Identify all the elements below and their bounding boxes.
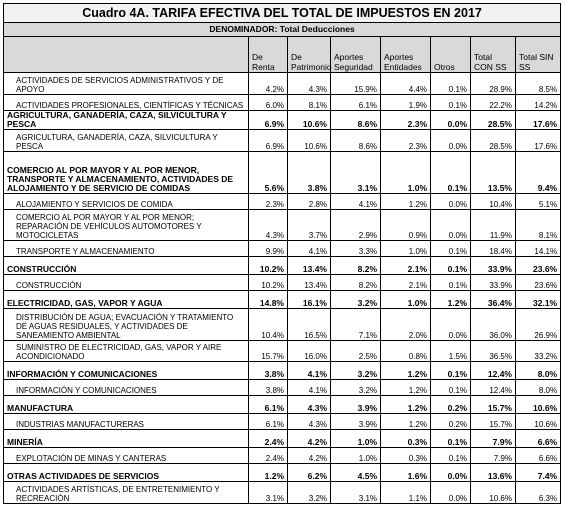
row-label: MANUFACTURA	[4, 396, 249, 414]
table-cell: 3.7%	[288, 210, 331, 241]
table-cell: 0.0%	[431, 111, 471, 130]
table-cell: 1.2%	[381, 414, 431, 430]
row-label: EXPLOTACIÓN DE MINAS Y CANTERAS	[4, 448, 249, 464]
table-cell: 10.6%	[471, 482, 516, 504]
table-cell: 2.1%	[381, 257, 431, 275]
table-cell: 6.9%	[249, 111, 288, 130]
table-cell: 0.1%	[431, 430, 471, 448]
table-cell: 28.5%	[471, 130, 516, 152]
table-cell: 7.4%	[516, 464, 561, 482]
table-cell: 0.1%	[431, 241, 471, 257]
sector-row	[4, 396, 561, 414]
table-cell: 11.9%	[471, 210, 516, 241]
table-cell: 3.2%	[331, 362, 381, 380]
table-cell: 10.4%	[471, 194, 516, 210]
table-cell: 3.2%	[331, 291, 381, 309]
table-cell: 8.5%	[516, 73, 561, 95]
sector-row	[4, 291, 561, 309]
row-label: ACTIVIDADES DE SERVICIOS ADMINISTRATIVOS Y DE APOYO	[4, 73, 249, 95]
table-cell: 0.1%	[431, 257, 471, 275]
row-label: OTRAS ACTIVIDADES DE SERVICIOS	[4, 464, 249, 482]
table-row	[4, 210, 561, 241]
table-cell: 10.6%	[516, 414, 561, 430]
table-cell: 1.0%	[331, 430, 381, 448]
table-cell: 2.5%	[331, 341, 381, 362]
table-cell: 4.2%	[288, 448, 331, 464]
table-cell: 17.6%	[516, 111, 561, 130]
table-cell: 1.2%	[431, 291, 471, 309]
table-cell: 4.4%	[381, 73, 431, 95]
table-cell: 0.1%	[431, 380, 471, 396]
table-row	[4, 380, 561, 396]
table-cell: 13.5%	[471, 152, 516, 194]
sector-row	[4, 464, 561, 482]
table-cell: 33.9%	[471, 275, 516, 291]
table-cell: 2.0%	[381, 309, 431, 341]
table-cell: 14.1%	[516, 241, 561, 257]
table-cell: 28.9%	[471, 73, 516, 95]
table-cell: 2.1%	[381, 275, 431, 291]
table-cell: 6.1%	[249, 414, 288, 430]
table-cell: 3.8%	[288, 152, 331, 194]
table-row	[4, 241, 561, 257]
table-row	[4, 414, 561, 430]
row-label: AGRICULTURA, GANADERÍA, CAZA, SILVICULTURA Y PESCA	[4, 111, 249, 130]
table-cell: 10.2%	[249, 257, 288, 275]
table-cell: 12.4%	[471, 380, 516, 396]
sector-row	[4, 362, 561, 380]
table-cell: 9.9%	[249, 241, 288, 257]
table-cell: 15.7%	[471, 414, 516, 430]
table-cell: 6.2%	[288, 464, 331, 482]
table-cell: 0.0%	[431, 210, 471, 241]
table-cell: 8.6%	[331, 130, 381, 152]
table-cell: 28.5%	[471, 111, 516, 130]
table-row	[4, 194, 561, 210]
table-cell: 0.3%	[381, 430, 431, 448]
row-label: INFORMACIÓN Y COMUNICACIONES	[4, 362, 249, 380]
table-row	[4, 482, 561, 504]
table-cell: 3.2%	[331, 380, 381, 396]
table-cell: 4.1%	[288, 362, 331, 380]
table-cell: 1.0%	[381, 291, 431, 309]
table-cell: 6.0%	[249, 95, 288, 111]
header-row	[4, 37, 561, 73]
table-cell: 3.9%	[331, 396, 381, 414]
table-cell: 14.2%	[516, 95, 561, 111]
table-cell: 6.1%	[249, 396, 288, 414]
table-row	[4, 309, 561, 341]
table-cell: 0.0%	[431, 309, 471, 341]
table-cell: 4.1%	[288, 241, 331, 257]
table-cell: 36.4%	[471, 291, 516, 309]
table-cell: 22.2%	[471, 95, 516, 111]
table-cell: 2.4%	[249, 430, 288, 448]
row-label: ALOJAMIENTO Y SERVICIOS DE COMIDA	[4, 194, 249, 210]
row-label: COMERCIO AL POR MAYOR Y AL POR MENOR, TRANSPORTE Y ALMACENAMIENTO, ACTIVIDADES DE ALOJAMIENTO Y DE SERVICIO DE COMIDAS	[4, 152, 249, 194]
table-cell: 23.6%	[516, 275, 561, 291]
table-cell: 3.8%	[249, 380, 288, 396]
table-cell: 10.6%	[516, 396, 561, 414]
sector-row	[4, 152, 561, 194]
table-cell: 4.1%	[331, 194, 381, 210]
table-cell: 6.6%	[516, 448, 561, 464]
table-cell: 3.9%	[331, 414, 381, 430]
denominator-row	[4, 23, 561, 37]
table-cell: 0.1%	[431, 152, 471, 194]
table-cell: 6.3%	[516, 482, 561, 504]
table-cell: 2.9%	[331, 210, 381, 241]
table-cell: 1.2%	[381, 396, 431, 414]
table-cell: 0.1%	[431, 275, 471, 291]
table-cell: 5.1%	[516, 194, 561, 210]
table-cell: 3.1%	[331, 482, 381, 504]
table-cell: 2.3%	[381, 111, 431, 130]
table-cell: 1.6%	[381, 464, 431, 482]
row-label: CONSTRUCCIÓN	[4, 257, 249, 275]
table-row	[4, 95, 561, 111]
table-cell: 9.4%	[516, 152, 561, 194]
table-row	[4, 130, 561, 152]
table-cell: 1.0%	[381, 241, 431, 257]
table-cell: 10.6%	[288, 111, 331, 130]
table-cell: 0.0%	[431, 482, 471, 504]
table-cell: 0.2%	[431, 414, 471, 430]
sector-row	[4, 111, 561, 130]
table-cell: 0.1%	[431, 448, 471, 464]
sector-row	[4, 430, 561, 448]
table-cell: 0.0%	[431, 130, 471, 152]
table-cell: 0.8%	[381, 341, 431, 362]
table-cell: 3.1%	[249, 482, 288, 504]
table-cell: 4.3%	[288, 414, 331, 430]
table-cell: 1.2%	[381, 380, 431, 396]
table-cell: 2.8%	[288, 194, 331, 210]
row-label: COMERCIO AL POR MAYOR Y AL POR MENOR; REPARACIÓN DE VEHÍCULOS AUTOMOTORES Y MOTOCICLETAS	[4, 210, 249, 241]
table-cell: 16.1%	[288, 291, 331, 309]
table-row	[4, 73, 561, 95]
row-label: MINERÍA	[4, 430, 249, 448]
table-cell: 0.1%	[431, 362, 471, 380]
column-header: De Renta	[249, 37, 288, 73]
table-cell: 4.2%	[249, 73, 288, 95]
table-cell: 0.9%	[381, 210, 431, 241]
table-cell: 1.0%	[331, 448, 381, 464]
row-label: ACTIVIDADES PROFESIONALES, CIENTÍFICAS Y TÉCNICAS	[4, 95, 249, 111]
table-cell: 1.2%	[249, 464, 288, 482]
table-cell: 7.9%	[471, 430, 516, 448]
table-cell: 1.0%	[381, 152, 431, 194]
row-label: DISTRIBUCIÓN DE AGUA; EVACUACIÓN Y TRATAMIENTO DE AGUAS RESIDUALES, Y ACTIVIDADES DE SANEAMIENTO AMBIENTAL	[4, 309, 249, 341]
table-cell: 8.2%	[331, 257, 381, 275]
table-cell: 12.4%	[471, 362, 516, 380]
table-cell: 10.2%	[249, 275, 288, 291]
table-row	[4, 448, 561, 464]
table-cell: 1.2%	[381, 194, 431, 210]
table-cell: 13.6%	[471, 464, 516, 482]
table-cell: 2.4%	[249, 448, 288, 464]
tax-rate-table	[3, 3, 561, 504]
table-cell: 16.5%	[288, 309, 331, 341]
table-cell: 0.0%	[431, 194, 471, 210]
row-label: TRANSPORTE Y ALMACENAMIENTO	[4, 241, 249, 257]
column-header: Total CON SS	[471, 37, 516, 73]
table-cell: 4.3%	[288, 73, 331, 95]
row-label: INDUSTRIAS MANUFACTURERAS	[4, 414, 249, 430]
table-cell: 2.3%	[249, 194, 288, 210]
table-cell: 4.3%	[249, 210, 288, 241]
table-cell: 4.3%	[288, 396, 331, 414]
column-header: Total SIN SS	[516, 37, 561, 73]
table-cell: 8.0%	[516, 362, 561, 380]
row-label: CONSTRUCCIÓN	[4, 275, 249, 291]
table-cell: 8.1%	[516, 210, 561, 241]
title-row	[4, 4, 561, 23]
row-label: ACTIVIDADES ARTÍSTICAS, DE ENTRETENIMIENTO Y RECREACIÓN	[4, 482, 249, 504]
table-cell: 3.3%	[331, 241, 381, 257]
row-label: AGRICULTURA, GANADERÍA, CAZA, SILVICULTURA Y PESCA	[4, 130, 249, 152]
table-cell: 18.4%	[471, 241, 516, 257]
table-cell: 15.9%	[331, 73, 381, 95]
column-header: Otros	[431, 37, 471, 73]
table-cell: 2.3%	[381, 130, 431, 152]
table-row	[4, 341, 561, 362]
table-cell: 5.6%	[249, 152, 288, 194]
table-cell: 0.3%	[381, 448, 431, 464]
row-label: SUMINISTRO DE ELECTRICIDAD, GAS, VAPOR Y AIRE ACONDICIONADO	[4, 341, 249, 362]
table-cell: 0.1%	[431, 95, 471, 111]
header-blank	[4, 37, 249, 73]
row-label: ELECTRICIDAD, GAS, VAPOR Y AGUA	[4, 291, 249, 309]
table-cell: 3.2%	[288, 482, 331, 504]
table-cell: 3.8%	[249, 362, 288, 380]
table-title: Cuadro 4A. TARIFA EFECTIVA DEL TOTAL DE IMPUESTOS EN 2017	[4, 4, 561, 23]
table-cell: 32.1%	[516, 291, 561, 309]
table-cell: 1.1%	[381, 482, 431, 504]
table-cell: 17.6%	[516, 130, 561, 152]
table-cell: 7.9%	[471, 448, 516, 464]
column-header: Aportes Seguridad	[331, 37, 381, 73]
table-cell: 6.9%	[249, 130, 288, 152]
table-cell: 4.2%	[288, 430, 331, 448]
table-cell: 13.4%	[288, 275, 331, 291]
table-cell: 4.5%	[331, 464, 381, 482]
table-cell: 10.4%	[249, 309, 288, 341]
table-cell: 4.1%	[288, 380, 331, 396]
table-row	[4, 275, 561, 291]
table-cell: 26.9%	[516, 309, 561, 341]
table-cell: 6.6%	[516, 430, 561, 448]
row-label: INFORMACIÓN Y COMUNICACIONES	[4, 380, 249, 396]
table-cell: 15.7%	[471, 396, 516, 414]
table-cell: 23.6%	[516, 257, 561, 275]
table-cell: 3.1%	[331, 152, 381, 194]
table-cell: 36.5%	[471, 341, 516, 362]
column-header: Aportes Entidades	[381, 37, 431, 73]
table-cell: 7.1%	[331, 309, 381, 341]
denominator-label: DENOMINADOR: Total Deducciones	[4, 23, 561, 37]
table-cell: 0.1%	[431, 73, 471, 95]
table-cell: 8.6%	[331, 111, 381, 130]
table-cell: 1.9%	[381, 95, 431, 111]
table-cell: 1.2%	[381, 362, 431, 380]
table-cell: 10.6%	[288, 130, 331, 152]
table-cell: 8.2%	[331, 275, 381, 291]
table-cell: 15.7%	[249, 341, 288, 362]
table-cell: 6.1%	[331, 95, 381, 111]
table-cell: 0.2%	[431, 396, 471, 414]
table-cell: 8.1%	[288, 95, 331, 111]
table-cell: 36.0%	[471, 309, 516, 341]
table-cell: 14.8%	[249, 291, 288, 309]
table-cell: 16.0%	[288, 341, 331, 362]
sector-row	[4, 257, 561, 275]
table-cell: 0.0%	[431, 464, 471, 482]
table-cell: 33.9%	[471, 257, 516, 275]
table-cell: 33.2%	[516, 341, 561, 362]
table-cell: 8.0%	[516, 380, 561, 396]
tax-rate-table-container	[3, 3, 560, 504]
table-cell: 1.5%	[431, 341, 471, 362]
column-header: De Patrimonio	[288, 37, 331, 73]
table-cell: 13.4%	[288, 257, 331, 275]
